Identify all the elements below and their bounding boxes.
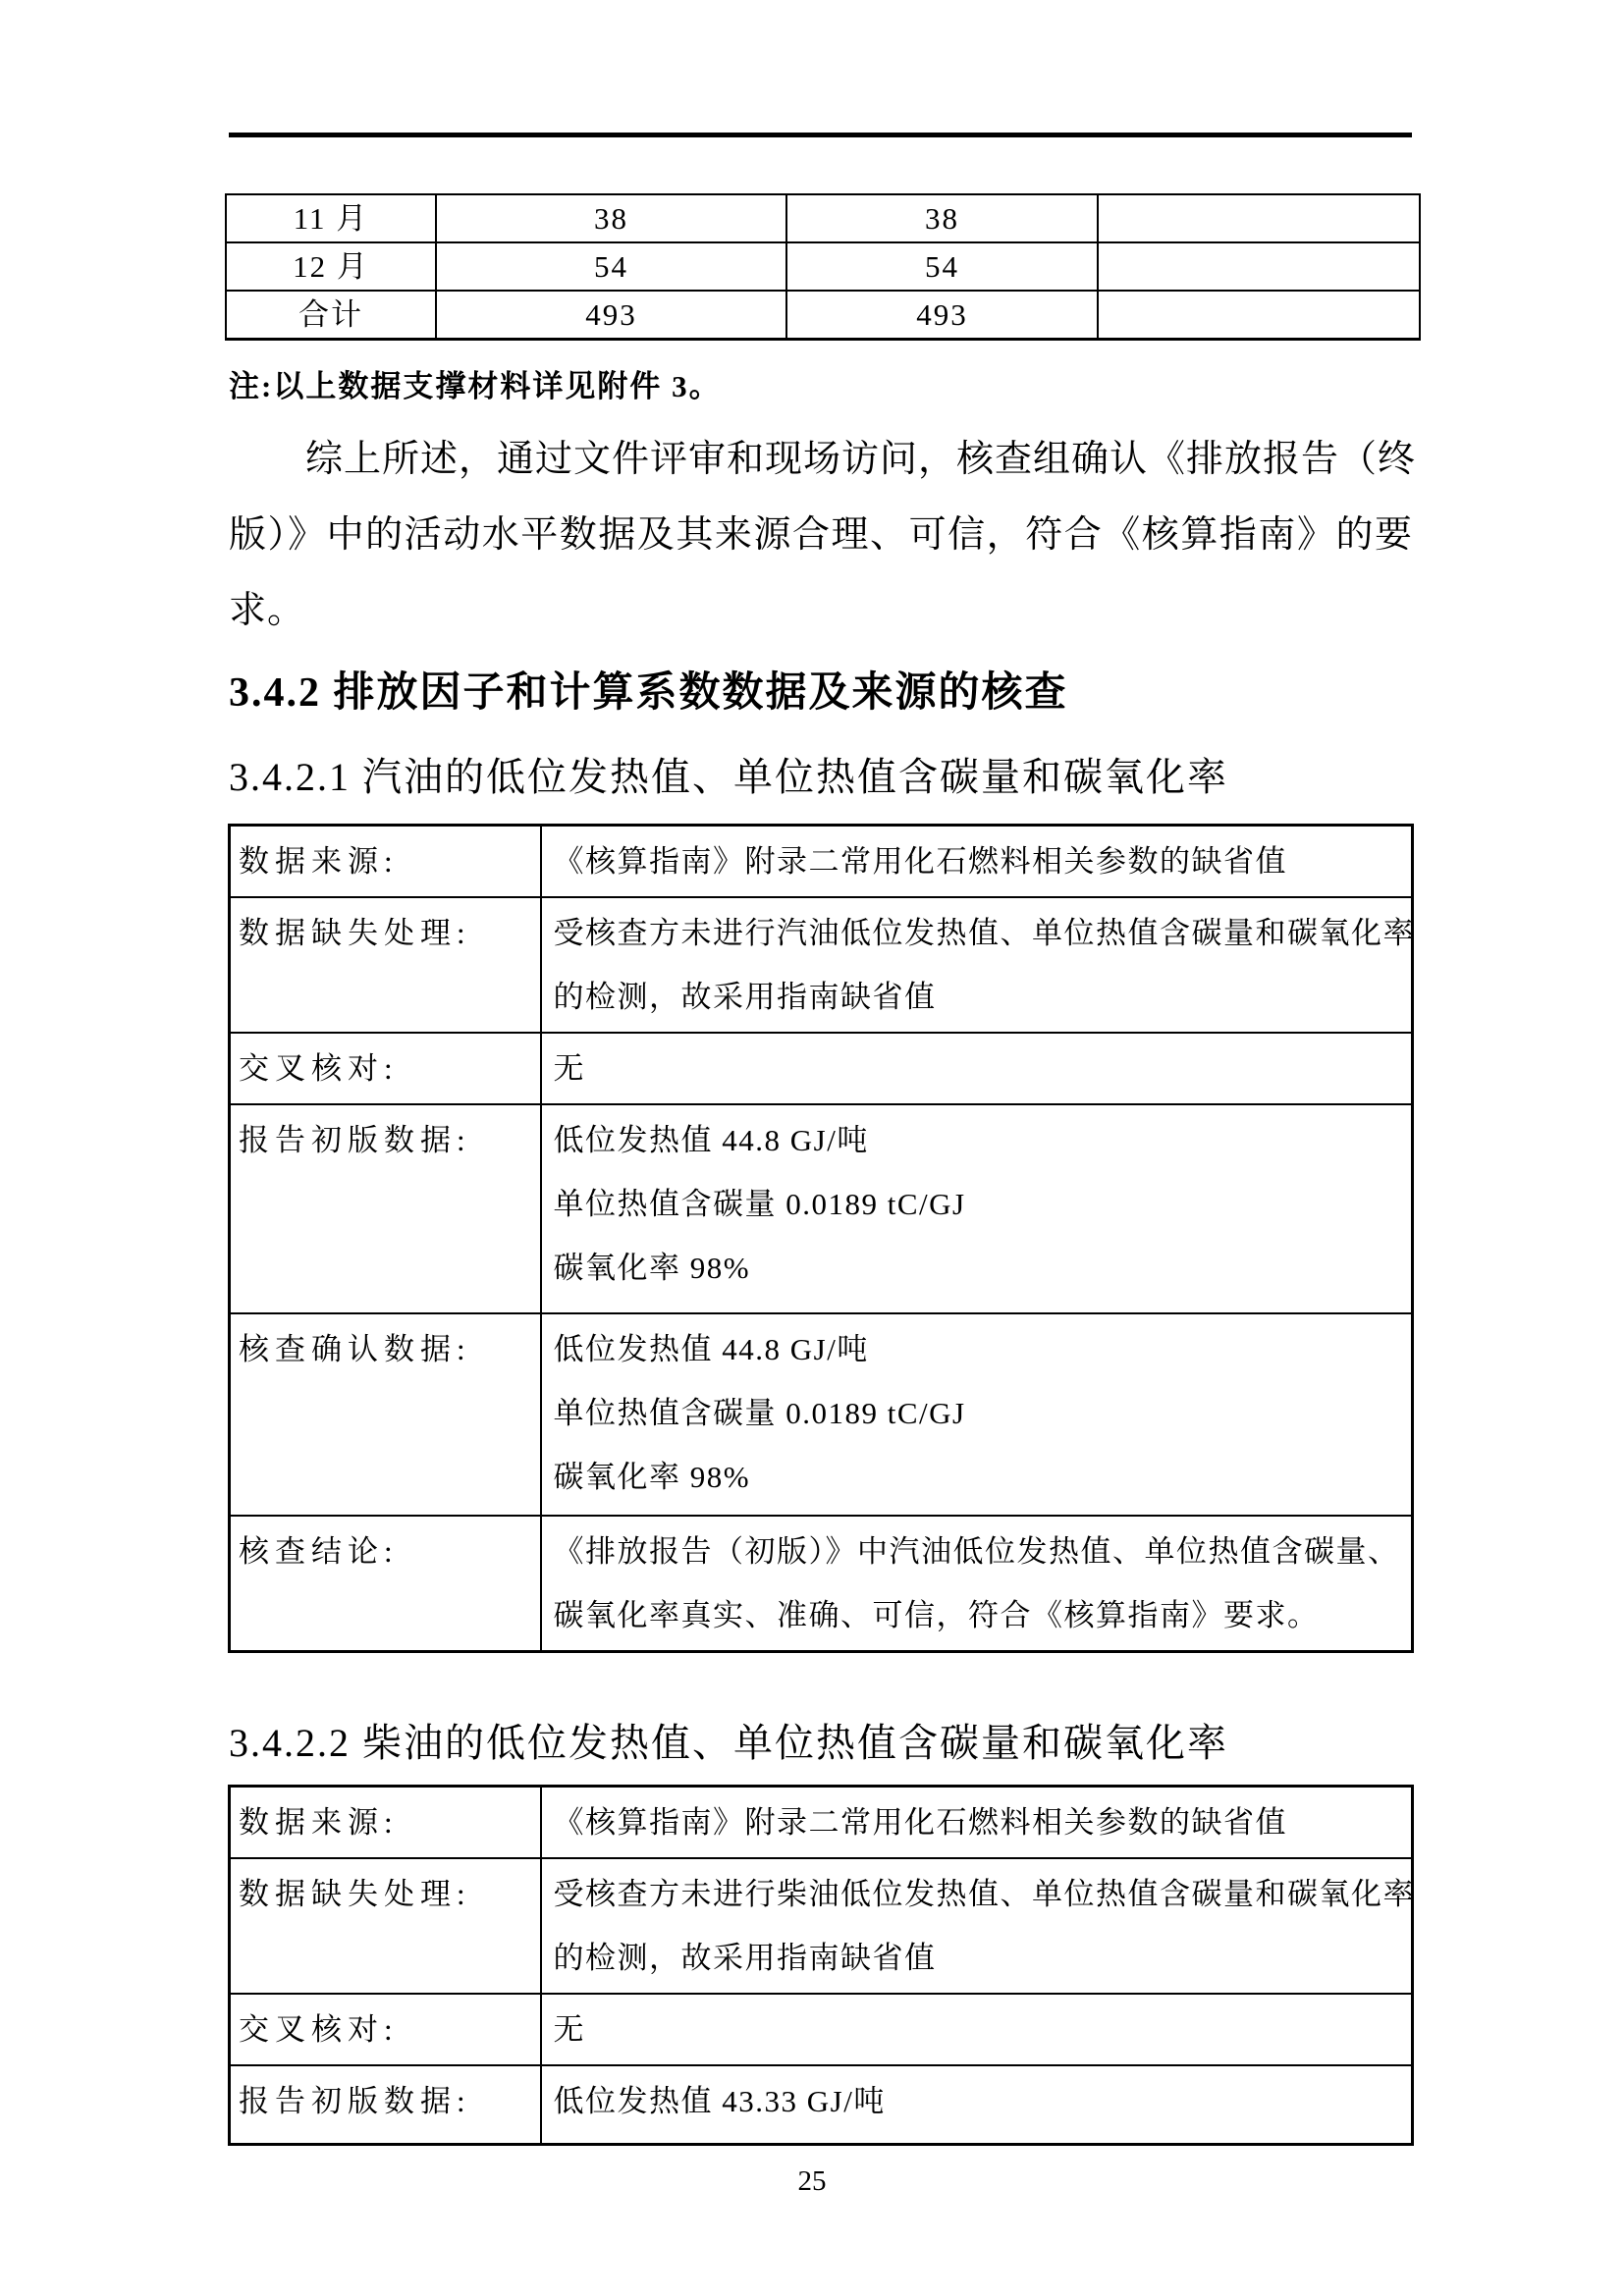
value-line: 低位发热值 44.8 GJ/吨 (553, 1123, 869, 1157)
gasoline-verification-table (228, 824, 1414, 1653)
value-line: 《核算指南》附录二常用化石燃料相关参数的缺省值 (553, 1805, 1287, 1840)
total-cell: 合计 (226, 291, 436, 340)
diesel-verification-table (228, 1785, 1414, 2146)
row-value (541, 2065, 1413, 2144)
row-label: 交叉核对: (230, 1994, 541, 2065)
value-cell: 54 (436, 242, 786, 291)
value-line: 受核查方未进行汽油低位发热值、单位热值含碳量和碳氧化率 (553, 916, 1415, 950)
row-label: 报告初版数据: (230, 1104, 541, 1313)
table-row (230, 1313, 1413, 1516)
value-line: 《核算指南》附录二常用化石燃料相关参数的缺省值 (553, 844, 1287, 879)
note-text: 注:以上数据支撑材料详见附件 3。 (229, 369, 722, 403)
value-line: 低位发热值 44.8 GJ/吨 (553, 1332, 869, 1366)
table-row (226, 242, 1420, 291)
row-value (541, 1033, 1413, 1104)
row-label: 数据来源: (230, 1787, 541, 1859)
value-line: 无 (553, 2012, 585, 2047)
monthly-data-table (225, 193, 1421, 341)
subsection-heading-3-4-2-1: 3.4.2.1 汽油的低位发热值、单位热值含碳量和碳氧化率 (229, 755, 1228, 799)
row-value (541, 826, 1413, 898)
table-row (230, 1994, 1413, 2065)
row-label: 报告初版数据: (230, 2065, 541, 2144)
value-line: 的检测，故采用指南缺省值 (553, 980, 937, 1014)
table-row (226, 194, 1420, 242)
header-rule (229, 133, 1412, 137)
body-paragraph (229, 422, 1417, 649)
paragraph-line: 综上所述，通过文件评审和现场访问，核查组确认《排放报告（终 (305, 439, 1417, 480)
section-heading-3-4-2: 3.4.2 排放因子和计算系数数据及来源的核查 (229, 670, 1068, 716)
value-line: 碳氧化率 98% (553, 1460, 751, 1494)
table-row (230, 1787, 1413, 1859)
table-row (230, 826, 1413, 898)
row-value (541, 1516, 1413, 1652)
table-row (226, 291, 1420, 340)
page-number: 25 (797, 2165, 827, 2197)
row-value (541, 897, 1413, 1033)
value-cell: 54 (786, 242, 1098, 291)
value-line: 受核查方未进行柴油低位发热值、单位热值含碳量和碳氧化率 (553, 1877, 1415, 1911)
empty-cell (1098, 194, 1420, 242)
value-line: 《排放报告（初版）》中汽油低位发热值、单位热值含碳量、 (553, 1534, 1400, 1569)
row-label: 核查确认数据: (230, 1313, 541, 1516)
row-label: 交叉核对: (230, 1033, 541, 1104)
table-row (230, 1033, 1413, 1104)
table-row (230, 2065, 1413, 2144)
table-row (230, 1858, 1413, 1994)
value-line: 的检测，故采用指南缺省值 (553, 1941, 937, 1975)
table-row (230, 1516, 1413, 1652)
value-cell: 493 (436, 291, 786, 340)
row-value (541, 1994, 1413, 2065)
value-line: 碳氧化率 98% (553, 1251, 751, 1285)
paragraph-line: 求。 (229, 590, 306, 631)
row-value (541, 1104, 1413, 1313)
value-line: 单位热值含碳量 0.0189 tC/GJ (553, 1396, 966, 1430)
value-line: 碳氧化率真实、准确、可信，符合《核算指南》要求。 (553, 1598, 1320, 1632)
row-label: 数据来源: (230, 826, 541, 898)
value-cell: 493 (786, 291, 1098, 340)
value-line: 低位发热值 43.33 GJ/吨 (553, 2084, 886, 2118)
table-row (230, 897, 1413, 1033)
row-value (541, 1313, 1413, 1516)
value-line: 无 (553, 1051, 585, 1086)
month-cell: 11 月 (226, 194, 436, 242)
row-label: 数据缺失处理: (230, 1858, 541, 1994)
table-row (230, 1104, 1413, 1313)
row-value (541, 1858, 1413, 1994)
month-cell: 12 月 (226, 242, 436, 291)
paragraph-line: 版）》中的活动水平数据及其来源合理、可信，符合《核算指南》的要 (229, 514, 1413, 556)
row-label: 数据缺失处理: (230, 897, 541, 1033)
value-cell: 38 (786, 194, 1098, 242)
empty-cell (1098, 242, 1420, 291)
row-value (541, 1787, 1413, 1859)
subsection-heading-3-4-2-2: 3.4.2.2 柴油的低位发热值、单位热值含碳量和碳氧化率 (229, 1721, 1228, 1765)
row-label: 核查结论: (230, 1516, 541, 1652)
value-cell: 38 (436, 194, 786, 242)
value-line: 单位热值含碳量 0.0189 tC/GJ (553, 1187, 966, 1221)
empty-cell (1098, 291, 1420, 340)
